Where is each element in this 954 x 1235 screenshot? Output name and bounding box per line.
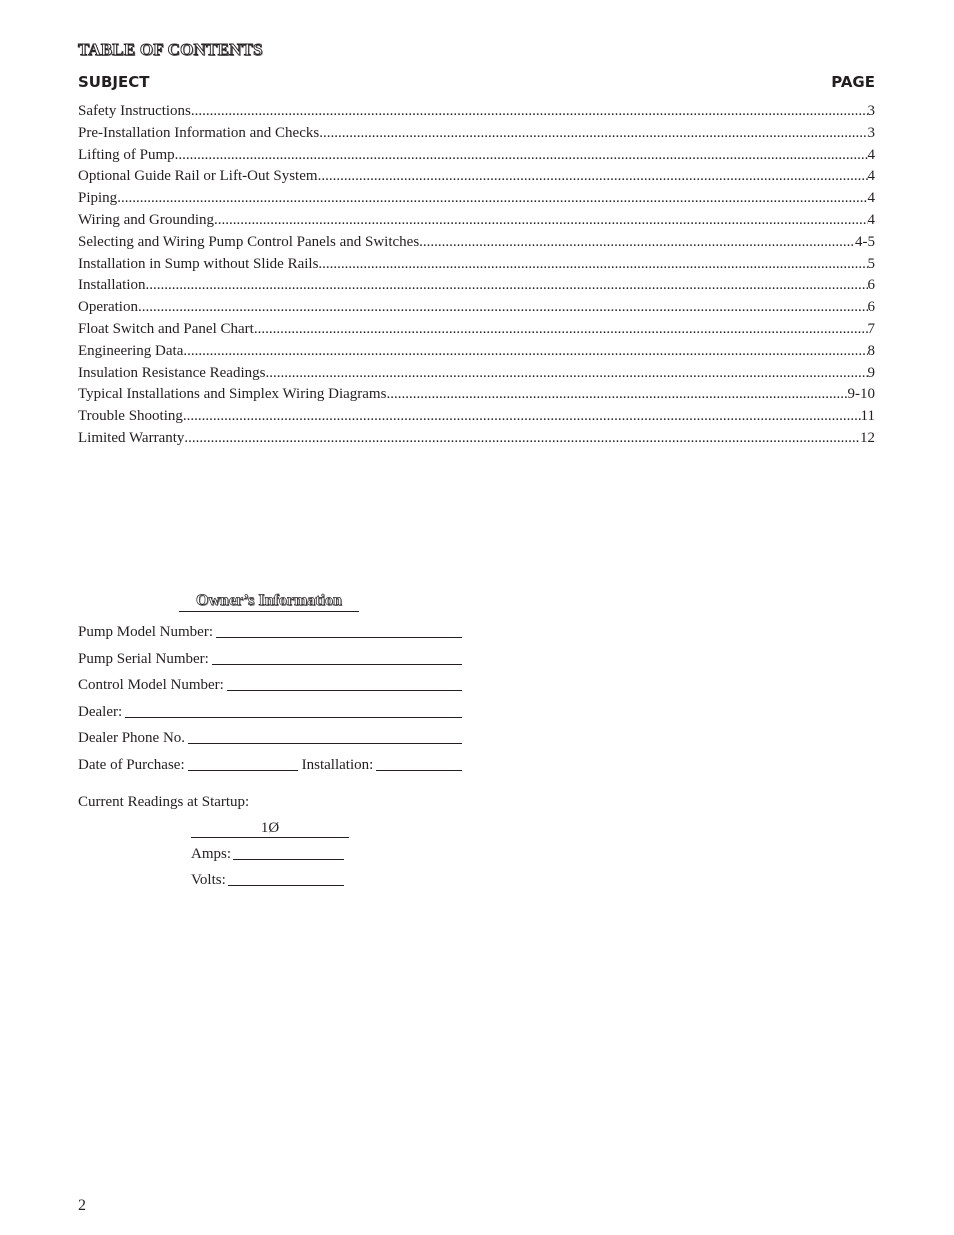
amps-field[interactable] [191, 846, 344, 863]
toc-entry-subject: Operation [78, 299, 138, 316]
pump-model-blank-line[interactable] [216, 636, 462, 638]
toc-dot-leader [138, 299, 868, 316]
toc-entry-subject: Insulation Resistance Readings [78, 364, 266, 381]
toc-entry-page: 5 [867, 255, 875, 272]
toc-entry[interactable] [78, 277, 875, 299]
toc-entry-subject: Limited Warranty [78, 429, 185, 446]
toc-title: TABLE OF CONTENTS [78, 40, 263, 59]
toc-entry-page: 11 [860, 408, 875, 425]
toc-entry-subject: Safety Instructions [78, 103, 191, 119]
toc-entry-page: 9-10 [847, 386, 875, 403]
date-of-purchase-label: Date of Purchase: [78, 757, 185, 773]
toc-entry-page: 4 [867, 211, 875, 228]
pump-serial-field[interactable] [78, 651, 462, 668]
toc-entry-page: 4 [867, 168, 875, 185]
toc-entry-subject: Float Switch and Panel Chart [78, 320, 254, 337]
toc-dot-leader [184, 430, 860, 447]
toc-entry[interactable] [78, 147, 875, 169]
toc-dot-leader [183, 408, 861, 425]
toc-entry-subject: Engineering Data [78, 342, 184, 359]
volts-label: Volts: [191, 872, 226, 888]
toc-dot-leader [265, 365, 867, 382]
toc-dot-leader [117, 190, 867, 207]
toc-entry-subject: Pre-Installation Information and Checks [78, 124, 320, 141]
volts-blank-line[interactable] [228, 885, 344, 886]
toc-dot-leader [146, 277, 868, 294]
installation-blank-line[interactable] [376, 769, 462, 771]
toc-entry[interactable] [78, 430, 875, 452]
toc-dot-leader [175, 147, 868, 164]
owner-info-title: Owner’s Information [179, 592, 359, 612]
toc-entry[interactable] [78, 386, 875, 408]
toc-entry[interactable] [78, 299, 875, 321]
dealer-blank-line[interactable] [125, 716, 462, 718]
dealer-phone-label: Dealer Phone No. [78, 730, 186, 746]
toc-entry[interactable] [78, 408, 875, 430]
toc-entry-subject: Trouble Shooting [78, 408, 183, 425]
control-model-field[interactable] [78, 677, 462, 694]
toc-entry[interactable] [78, 321, 875, 343]
toc-entry-subject: Lifting of Pump [78, 146, 175, 163]
dealer-label: Dealer: [78, 704, 123, 720]
toc-entry-subject: Installation [78, 277, 146, 294]
toc-entry[interactable] [78, 343, 875, 365]
control-model-label: Control Model Number: [78, 677, 224, 693]
dealer-field[interactable] [78, 704, 462, 721]
toc-entry[interactable] [78, 365, 875, 387]
toc-dot-leader [419, 234, 855, 251]
toc-list [78, 103, 875, 452]
toc-dot-leader [386, 386, 847, 403]
pump-model-label: Pump Model Number: [78, 624, 213, 640]
toc-entry-subject: Installation in Sump without Slide Rails [78, 255, 319, 272]
toc-entry-subject: Optional Guide Rail or Lift-Out System [78, 168, 318, 185]
toc-entry-page: 4-5 [855, 233, 875, 250]
toc-entry-subject: Selecting and Wiring Pump Control Panels and Switches [78, 233, 420, 250]
page-column-header: PAGE [831, 73, 875, 91]
amps-blank-line[interactable] [233, 859, 344, 860]
pump-serial-label: Pump Serial Number: [78, 651, 209, 667]
installation-label: Installation: [301, 757, 374, 773]
toc-entry-subject: Wiring and Grounding [78, 211, 215, 228]
pump-serial-blank-line[interactable] [212, 663, 462, 665]
purchase-installation-field[interactable] [78, 757, 462, 774]
toc-entry[interactable] [78, 190, 875, 212]
dealer-phone-blank-line[interactable] [188, 742, 462, 744]
toc-column-headers [78, 73, 875, 93]
toc-entry[interactable] [78, 168, 875, 190]
toc-dot-leader [318, 168, 868, 185]
pump-model-field[interactable] [78, 624, 462, 641]
toc-entry-page: 7 [867, 320, 875, 337]
startup-readings-label: Current Readings at Startup: [78, 794, 250, 810]
toc-entry-subject: Piping [78, 190, 118, 207]
toc-entry[interactable] [78, 103, 875, 125]
single-phase-label: 1Ø [191, 820, 349, 838]
volts-field[interactable] [191, 872, 344, 889]
amps-label: Amps: [191, 846, 232, 862]
toc-entry-page: 3 [867, 124, 875, 141]
toc-entry-page: 6 [867, 277, 875, 294]
dealer-phone-field[interactable] [78, 730, 462, 747]
toc-dot-leader [254, 321, 868, 338]
subject-column-header: SUBJECT [78, 73, 150, 91]
toc-entry-page: 4 [867, 190, 875, 207]
control-model-blank-line[interactable] [227, 689, 462, 691]
toc-entry[interactable] [78, 256, 875, 278]
toc-entry-page: 8 [867, 342, 875, 359]
toc-entry-subject: Typical Installations and Simplex Wiring Diagrams [78, 386, 387, 403]
toc-entry-page: 6 [867, 299, 875, 316]
toc-dot-leader [318, 256, 867, 273]
date-of-purchase-blank-line[interactable] [188, 769, 298, 771]
toc-entry[interactable] [78, 212, 875, 234]
page-number: 2 [78, 1197, 86, 1214]
toc-entry-page: 12 [860, 429, 875, 446]
toc-dot-leader [191, 103, 868, 120]
toc-entry[interactable] [78, 125, 875, 147]
toc-dot-leader [214, 212, 867, 229]
toc-entry-page: 9 [867, 364, 875, 381]
toc-dot-leader [319, 125, 867, 142]
toc-dot-leader [183, 343, 867, 360]
toc-entry[interactable] [78, 234, 875, 256]
toc-entry-page: 4 [867, 146, 875, 163]
toc-entry-page: 3 [867, 103, 875, 119]
